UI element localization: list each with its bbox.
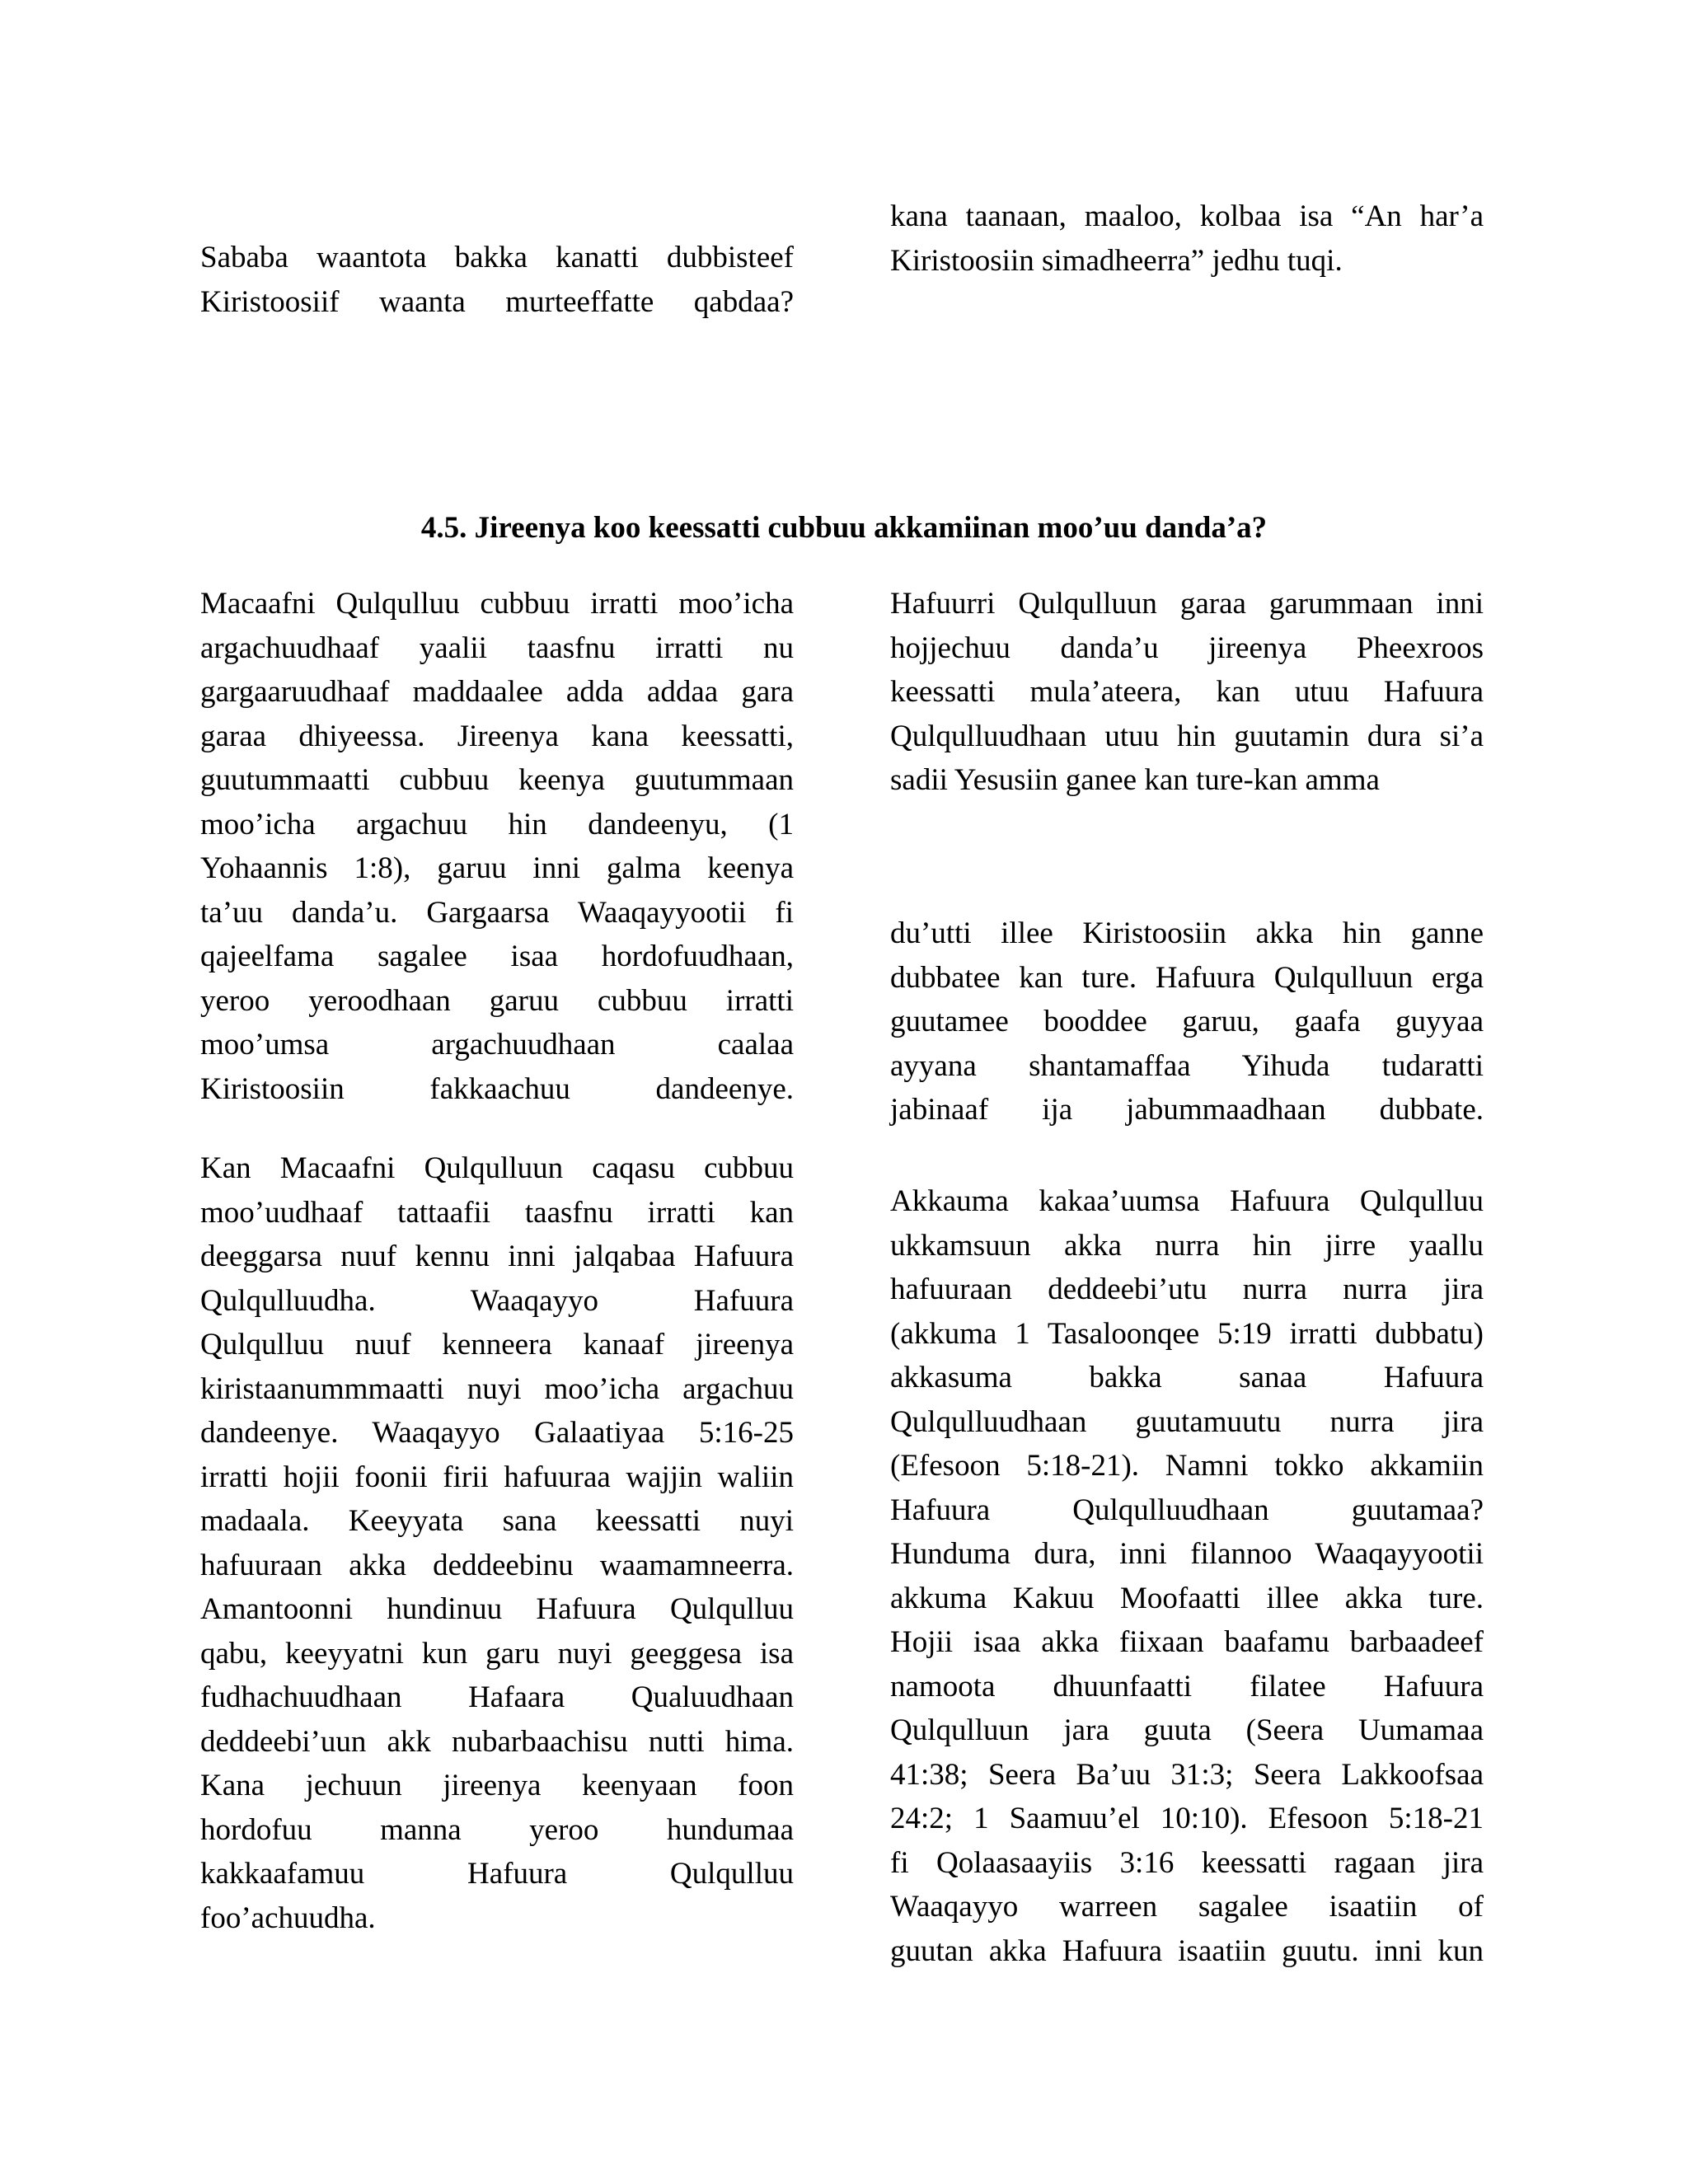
- text-line: Qulqulluu nuuf kenneera kanaaf jireenya: [200, 1328, 794, 1361]
- text-line: foo’achuudha.: [200, 1900, 376, 1935]
- section-heading: 4.5. Jireenya koo keessatti cubbuu akkamiinan moo’uu danda’a?: [420, 511, 1268, 545]
- text-line: akkasuma bakka sanaa Hafuura: [890, 1361, 1484, 1394]
- text-line: fi Qolaasaayiis 3:16 keessatti ragaan jira: [890, 1845, 1484, 1880]
- text-line: Akkauma kakaa’uumsa Hafuura Qulqulluu: [890, 1184, 1484, 1218]
- text-line: Hafuurri Qulqulluun garaa garummaan inni: [890, 587, 1484, 621]
- left-paragraph-2: [200, 1146, 794, 1940]
- text-line: Sababa waantota bakka kanatti dubbisteef: [200, 241, 794, 274]
- text-line: 41:38; Seera Ba’uu 31:3; Seera Lakkoofsaa: [890, 1757, 1484, 1792]
- right-paragraph-2: [890, 912, 1484, 1132]
- text-line: hordofuu manna yeroo hundumaa: [200, 1812, 794, 1847]
- text-line: Qulqulluudhaan guutamuutu nurra jira: [890, 1404, 1484, 1439]
- top-right-text: [890, 194, 1484, 283]
- text-line: Waaqayyo warreen sagalee isaatiin of: [890, 1890, 1484, 1924]
- text-line: moo’uudhaaf tattaafii taasfnu irratti kan: [200, 1195, 794, 1230]
- text-line: ukkamsuun akka nurra hin jirre yaallu: [890, 1228, 1484, 1263]
- text-line: Hojii isaa akka fiixaan baafamu barbaadeef: [890, 1625, 1484, 1659]
- text-line: guutummaatti cubbuu keenya guutummaan: [200, 763, 794, 797]
- text-line: qabu, keeyyatni kun garu nuyi geeggesa isa: [200, 1636, 794, 1671]
- text-line: Kan Macaafni Qulqulluun caqasu cubbuu: [200, 1151, 794, 1185]
- text-line: Qulqulluudha. Waaqayyo Hafuura: [200, 1283, 794, 1318]
- top-left-text: [200, 236, 794, 324]
- text-line: Macaafni Qulqulluu cubbuu irratti moo’icha: [200, 587, 794, 621]
- text-line: madaala. Keeyyata sana keessatti nuyi: [200, 1504, 794, 1538]
- text-line: Kiristoosiin fakkaachuu dandeenye.: [200, 1071, 794, 1106]
- text-line: Qulqulluun jara guuta (Seera Uumamaa: [890, 1713, 1484, 1747]
- text-line: gargaaruudhaaf maddaalee adda addaa gara: [200, 675, 794, 709]
- text-line: Hunduma dura, inni filannoo Waaqayyootii: [890, 1537, 1484, 1571]
- text-line: qajeelfama sagalee isaa hordofuudhaan,: [200, 940, 794, 973]
- right-paragraph-1: [890, 582, 1484, 803]
- text-line: fudhachuudhaan Hafaara Qualuudhaan: [200, 1680, 794, 1714]
- text-line: deeggarsa nuuf kennu inni jalqabaa Hafuura: [200, 1240, 794, 1273]
- text-line: (Efesoon 5:18-21). Namni tokko akkamiin: [890, 1449, 1484, 1483]
- text-line: Hafuura Qulqulluudhaan guutamaa?: [890, 1493, 1484, 1527]
- text-line: deddeebi’uun akk nubarbaachisu nutti hima.: [200, 1724, 794, 1759]
- text-line: argachuudhaaf yaalii taasfnu irratti nu: [200, 630, 794, 665]
- text-line: 24:2; 1 Saamuu’el 10:10). Efesoon 5:18-21: [890, 1802, 1484, 1835]
- right-paragraph-3: [890, 1179, 1484, 1973]
- text-line: Qulqulluudhaan utuu hin guutamin dura si’a: [890, 719, 1484, 753]
- text-line: irratti hojii foonii firii hafuuraa wajjin waliin: [200, 1460, 794, 1494]
- text-line: ayyana shantamaffaa Yihuda tudaratti: [890, 1048, 1484, 1083]
- text-line: kiristaanummmaatti nuyi moo’icha argachuu: [200, 1371, 794, 1406]
- text-line: hafuuraan deddeebi’utu nurra nurra jira: [890, 1272, 1484, 1306]
- text-line: Kana jechuun jireenya keenyaan foon: [200, 1769, 794, 1802]
- text-line: du’utti illee Kiristoosiin akka hin ganne: [890, 916, 1484, 950]
- text-line: keessatti mula’ateera, kan utuu Hafuura: [890, 675, 1484, 709]
- text-line: moo’icha argachuu hin dandeenyu, (1: [200, 807, 794, 841]
- text-line: hojjechuu danda’u jireenya Pheexroos: [890, 630, 1484, 665]
- text-line: hafuuraan akka deddeebinu waamamneerra.: [200, 1548, 794, 1582]
- text-line: dubbatee kan ture. Hafuura Qulqulluun erga: [890, 960, 1484, 995]
- text-line: guutan akka Hafuura isaatiin guutu. inni kun: [890, 1933, 1484, 1968]
- text-line: dandeenye. Waaqayyo Galaatiyaa 5:16-25: [200, 1416, 794, 1450]
- text-line: Amantoonni hundinuu Hafuura Qulqulluu: [200, 1592, 794, 1626]
- text-line: kakkaafamuu Hafuura Qulqulluu: [200, 1857, 794, 1891]
- text-line: jabinaaf ija jabummaadhaan dubbate.: [890, 1093, 1484, 1127]
- text-line: (akkuma 1 Tasaloonqee 5:19 irratti dubbatu): [890, 1316, 1484, 1351]
- text-line: Kiristoosiin simadheerra” jedhu tuqi.: [890, 243, 1343, 278]
- text-line: guutamee booddee garuu, gaafa guyyaa: [890, 1005, 1484, 1038]
- text-line: ta’uu danda’u. Gargaarsa Waaqayyootii fi: [200, 895, 794, 930]
- text-line: kana taanaan, maaloo, kolbaa isa “An har’a: [890, 199, 1484, 233]
- left-paragraph-1: [200, 582, 794, 1111]
- text-line: Yohaannis 1:8), garuu inni galma keenya: [200, 851, 794, 885]
- text-line: namoota dhuunfaatti filatee Hafuura: [890, 1669, 1484, 1704]
- text-line: akkuma Kakuu Moofaatti illee akka ture.: [890, 1581, 1484, 1615]
- text-line: Kiristoosiif waanta murteeffatte qabdaa?: [200, 284, 794, 319]
- text-line: sadii Yesusiin ganee kan ture-kan amma: [890, 763, 1380, 797]
- text-line: moo’umsa argachuudhaan caalaa: [200, 1028, 794, 1062]
- text-line: garaa dhiyeessa. Jireenya kana keessatti,: [200, 719, 794, 753]
- text-line: yeroo yeroodhaan garuu cubbuu irratti: [200, 983, 794, 1018]
